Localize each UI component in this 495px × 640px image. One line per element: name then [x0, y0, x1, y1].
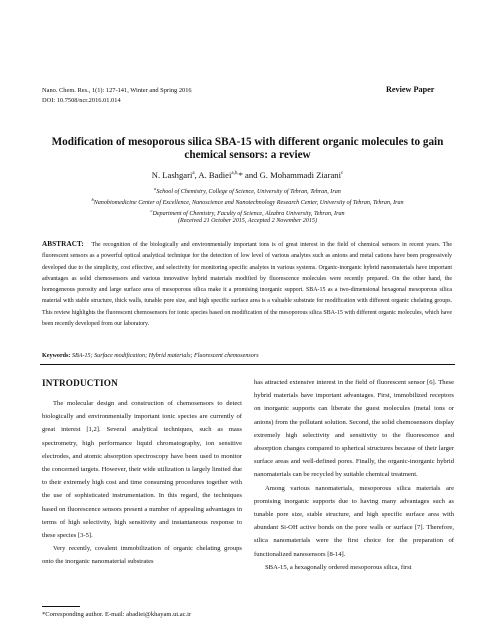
- affiliation-c: $^c$Department of Chemistry, Faculty of Science, Alzahra University, Tehran, Iran: [150, 208, 345, 218]
- doi: DOI: 10.7508/ncr.2016.01.014: [42, 97, 121, 104]
- section-heading: INTRODUCTION: [42, 378, 118, 388]
- paragraph: Among various nanomaterials, mesoporous silica materials are promising inorganic supports due to having many advantages such as tunable pore size, stable structure, and high specific surface area with abundant Si-OH active bonds on the pore walls or surface [7]. Therefore, silica nanomaterials were the first choice for the preparation of functionalized nanosensors [8-14].: [254, 484, 454, 558]
- affiliation-b: $^b$Nanobiomedicine Center of Excellence, Nanoscience and Nanotechnology Research Center, University of Tehran, Tehran, Iran: [91, 197, 404, 207]
- corresponding-star: *: [238, 170, 243, 180]
- paper-title: Modification of mesoporous silica SBA-15 with different organic molecules to gain chemical sensors: a review: [51, 136, 444, 161]
- author-separator: and: [242, 170, 260, 180]
- keywords-label: Keywords:: [42, 353, 71, 359]
- abstract-text: The recognition of the biologically and environmentally important ions is of great interest in the field of chemical sensors in recent years. The fluorescent sensors as a powerful optical analytical technique for the detection of low level of various analytes such as anions and metal cations have been progressively developed due to the simplicity, cost effective, and selectivity for monitoring specific analytes in various systems. Organic-inorganic hybrid nanomaterials have important advantages as solid chemosensors and various innovative hybrid materials modified by fluorescence molecules were recently prepared. On the other hand, the homogeneous porosity and large surface area of mesoporous silica make it a promising inorganic support. SBA-15 as a two-dimensional hexagonal mesoporous silica material with stable structure, thick walls, tunable pore size, and high specific surface area is a valuable substrate for modification with different organic chelating groups. This review highlights the fluorescent chemosensors for ionic species based on modification of the mesoporous silica SBA-15 with different organic molecules, which have been recently developed from our laboratory.: [42, 242, 452, 328]
- author-3-affil-mark: c: [340, 171, 344, 177]
- right-column: [254, 376, 454, 574]
- keywords-divider: [40, 364, 455, 365]
- paragraph: SBA-15, a hexagonally ordered mesoporous silica, first: [265, 563, 412, 571]
- author-separator: ,: [194, 170, 199, 180]
- corresponding-author-footnote: *Corresponding author. E-mail: abadiei@khayam.ut.ac.ir: [42, 611, 192, 618]
- abstract: [42, 239, 452, 330]
- keywords-text: SBA-15; Surface modification; Hybrid materials; Fluorescent chemosensors: [71, 353, 259, 359]
- author-2: A. Badiei: [198, 170, 232, 180]
- paragraph: Very recently, covalent immobilization of organic chelating groups onto the inorganic nanomaterial substrates: [42, 545, 242, 566]
- journal-citation: Nano. Chem. Res., 1(1): 127-141, Winter and Spring 2016: [42, 87, 192, 94]
- paragraph: has attracted extensive interest in the field of fluorescent sensor [6]. These hybrid materials have important advantages. First, immobilized receptors on inorganic supports can liberate the guest molecules (metal ions or anions) from the pollutant solution. Second, the solid chemosensors display extremely high selectivity and sensitivity to the fluorescence and absorption changes compared to spherical structures because of their larger surface areas and well-defined pores. Finally, the organic-inorganic hybrid nanomaterials can be recycled by suitable chemical treatment.: [254, 379, 454, 479]
- affiliation-a: $^a$School of Chemistry, College of Science, University of Tehran, Tehran, Iran: [154, 186, 341, 196]
- author-list: [40, 170, 455, 180]
- author-2-affil-mark: a,b,: [231, 171, 239, 177]
- author-3: G. Mohammadi Ziarani: [259, 170, 341, 180]
- left-column: [42, 397, 242, 569]
- footnote-rule: [42, 606, 80, 607]
- author-1: N. Lashgari: [151, 170, 193, 180]
- paragraph: The molecular design and construction of chemosensors to detect biologically and environmentally important ionic species are currently of great interest [1,2]. Several analytical techniques, such as mass spectrometry, high performance liquid chromatography, ion sensitive electrodes, and atomic absorption spectroscopy have been used to monitor the concerned targets. However, their wide utilization is largely limited due to their extremely high cost and time consuming procedures together with the use of sophisticated instrumentation. In this regard, the techniques based on fluorescence sensors present a number of appealing advantages in terms of high selectivity, high sensitivity and instantaneous response to these species [3-5].: [42, 400, 242, 540]
- author-1-affil-mark: a: [192, 171, 195, 177]
- keywords: [42, 353, 452, 359]
- received-dates: (Received 21 October 2015, Accepted 2 November 2015): [178, 218, 317, 224]
- paper-type-label: Review Paper: [386, 85, 435, 94]
- abstract-label: ABSTRACT:: [42, 240, 84, 248]
